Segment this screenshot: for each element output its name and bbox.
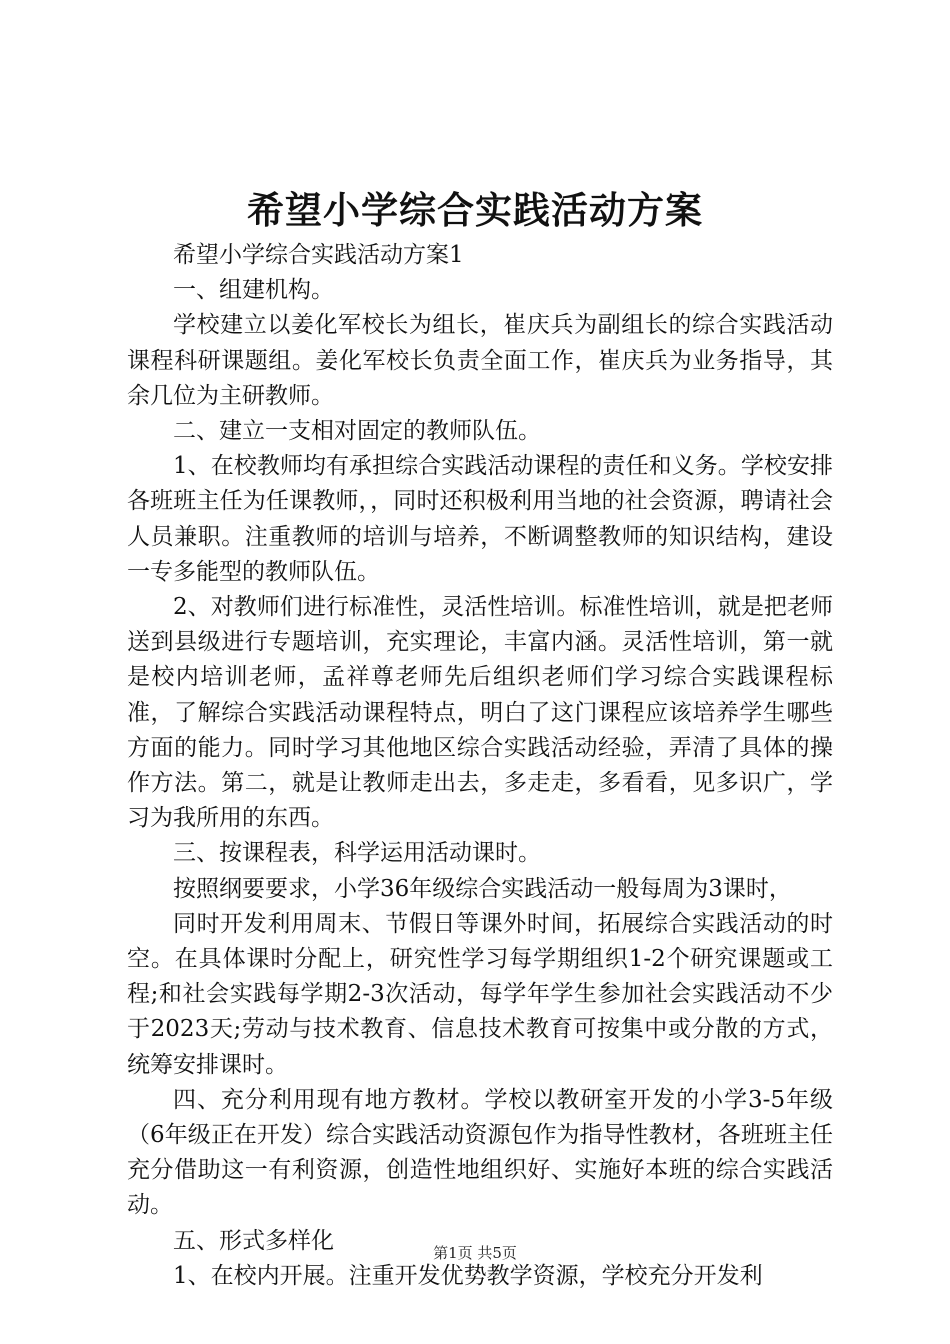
page-number: 第1页 共5页 — [433, 1244, 517, 1262]
paragraph: 按照纲要要求，小学36年级综合实践活动一般每周为3课时， — [173, 875, 792, 902]
paragraph: 1、在校内开展。注重开发优势教学资源，学校充分开发利 — [173, 1262, 763, 1289]
paragraph: 四、充分利用现有地方教材。学校以教研室开发的小学3-5年级（6年级正在开发）综合实践活动资源包作为指导性教材，各班班主任充分借助这一有利资源，创造性地组织好、实施好本班的综合实践活动。 — [127, 1086, 833, 1219]
paragraph: 1、在校教师均有承担综合实践活动课程的责任和义务。学校安排各班班主任为任课教师，，同时还积极利用当地的社会资源，聘请社会人员兼职。注重教师的培训与培养，不断调整教师的知识结构，建设一专多能型的教师队伍。 — [127, 453, 833, 585]
paragraph: 学校建立以姜化军校长为组长，崔庆兵为副组长的综合实践活动课程科研课题组。姜化军校长负责全面工作，崔庆兵为业务指导，其余几位为主研教师。 — [127, 312, 833, 409]
paragraph: 希望小学综合实践活动方案1 — [173, 242, 464, 268]
paragraph: 同时开发利用周末、节假日等课外时间，拓展综合实践活动的时空。在具体课时分配上，研究性学习每学期组织1-2个研究课题或工程;和社会实践每学期2-3次活动，每学年学生参加社会实践活动不少于2023天;劳动与技术教育、信息技术教育可按集中或分散的方式，统筹安排课时。 — [127, 910, 833, 1078]
paragraph: 五、形式多样化 — [173, 1227, 334, 1254]
document-body — [127, 238, 833, 1294]
paragraph: 二、建立一支相对固定的教师队伍。 — [173, 418, 541, 445]
document-title: 希望小学综合实践活动方案 — [247, 188, 703, 232]
paragraph: 一、组建机构。 — [173, 277, 334, 304]
paragraph: 三、按课程表，科学运用活动课时。 — [173, 840, 541, 867]
paragraph: 2、对教师们进行标准性，灵活性培训。标准性培训，就是把老师送到县级进行专题培训，充实理论，丰富内涵。灵活性培训，第一就是校内培训老师，孟祥尊老师先后组织老师们学习综合实践课程标准，了解综合实践活动课程特点，明白了这门课程应该培养学生哪些方面的能力。同时学习其他地区综合实践活动经验，弄清了具体的操作方法。第二，就是让教师走出去，多走走，多看看，见多识广，学习为我所用的东西。 — [127, 594, 833, 832]
